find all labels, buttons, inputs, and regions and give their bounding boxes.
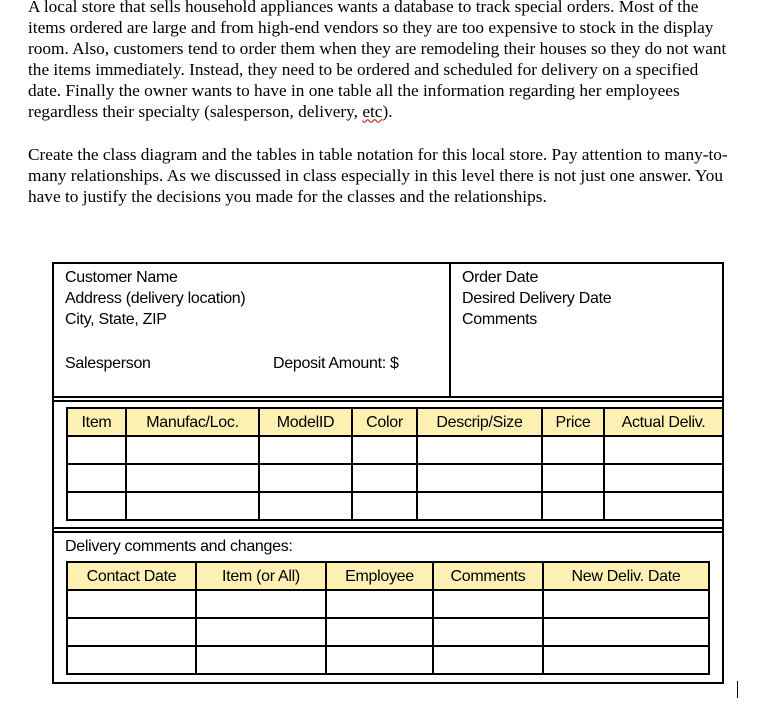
table-cell [543, 590, 709, 618]
table-cell [352, 492, 417, 520]
table-cell [543, 646, 709, 674]
table-cell [417, 492, 542, 520]
column-header-employee: Employee [326, 562, 433, 590]
table-cell [542, 436, 604, 464]
table-cell [67, 464, 126, 492]
table-cell [67, 492, 126, 520]
table-cell [196, 618, 326, 646]
table-cell [126, 464, 259, 492]
table-cell [433, 618, 543, 646]
table-cell [543, 618, 709, 646]
table-cell [433, 590, 543, 618]
column-header-comments: Comments [433, 562, 543, 590]
table-cell [604, 436, 723, 464]
delivery-table-header [67, 562, 709, 590]
deposit-amount-label: Deposit Amount: $ [273, 355, 399, 372]
city-state-zip-label: City, State, ZIP [65, 311, 167, 328]
table-cell [126, 492, 259, 520]
table-row [67, 464, 723, 492]
form-section-divider [52, 400, 724, 402]
table-cell [259, 492, 352, 520]
table-cell [417, 464, 542, 492]
table-row [67, 590, 709, 618]
table-cell [67, 590, 196, 618]
column-header-item-or-all: Item (or All) [196, 562, 326, 590]
column-header-new-deliv-date: New Deliv. Date [543, 562, 709, 590]
table-cell [259, 436, 352, 464]
table-cell [196, 646, 326, 674]
items-table [66, 407, 724, 521]
form-section-divider [52, 396, 724, 398]
table-row [67, 492, 723, 520]
spellcheck-flagged-word[interactable]: etc [362, 101, 383, 121]
paragraph-text: A local store that sells household appliances wants a database to track special orders. Most of the items ordered are large and from high-end vendors so they are too expensive to stock in the display room. Also, customers tend to order them when they are remodeling their houses so they do not want the items immediately. Instead, they need to be ordered and scheduled for delivery on a specified date. Finally the owner wants to have in one table all the information regarding her employees regardless their specialty (salesperson, delivery, [28, 0, 727, 121]
table-cell [67, 646, 196, 674]
table-cell [259, 464, 352, 492]
table-cell [604, 464, 723, 492]
table-cell [352, 436, 417, 464]
delivery-changes-table [66, 561, 710, 675]
desired-delivery-date-label: Desired Delivery Date [462, 290, 612, 307]
table-cell [67, 618, 196, 646]
table-cell [326, 646, 433, 674]
column-header-price: Price [542, 408, 604, 436]
table-cell [433, 646, 543, 674]
column-header-modelid: ModelID [259, 408, 352, 436]
form-vertical-divider [449, 262, 451, 398]
customer-name-label: Customer Name [65, 269, 178, 286]
order-date-label: Order Date [462, 269, 539, 286]
table-cell [417, 436, 542, 464]
comments-label: Comments [462, 311, 537, 328]
items-table-header [67, 408, 723, 436]
table-cell [326, 590, 433, 618]
problem-description-paragraph [28, 0, 728, 122]
table-cell [542, 464, 604, 492]
table-cell [126, 436, 259, 464]
address-label: Address (delivery location) [65, 290, 246, 307]
table-cell [67, 436, 126, 464]
paragraph-end: ). [382, 101, 393, 121]
form-section-divider [52, 527, 724, 529]
column-header-descrip: Descrip/Size [417, 408, 542, 436]
table-cell [542, 492, 604, 520]
assignment-instructions-paragraph: Create the class diagram and the tables in table notation for this local store. Pay attention to many-to-many relationships. As we discussed in class especially in this level there is not just one answer. You have to justify the decisions you made for the classes and the relationships. [28, 145, 728, 206]
table-row [67, 436, 723, 464]
table-cell [196, 590, 326, 618]
column-header-item: Item [67, 408, 126, 436]
table-row [67, 618, 709, 646]
table-cell [352, 464, 417, 492]
delivery-comments-title: Delivery comments and changes: [65, 538, 293, 555]
form-section-divider [52, 531, 724, 533]
table-row [67, 646, 709, 674]
column-header-manufac: Manufac/Loc. [126, 408, 259, 436]
salesperson-label: Salesperson [65, 355, 151, 372]
column-header-contact-date: Contact Date [67, 562, 196, 590]
column-header-actual-deliv: Actual Deliv. [604, 408, 723, 436]
column-header-color: Color [352, 408, 417, 436]
table-cell [326, 618, 433, 646]
text-cursor [737, 681, 738, 698]
table-cell [604, 492, 723, 520]
